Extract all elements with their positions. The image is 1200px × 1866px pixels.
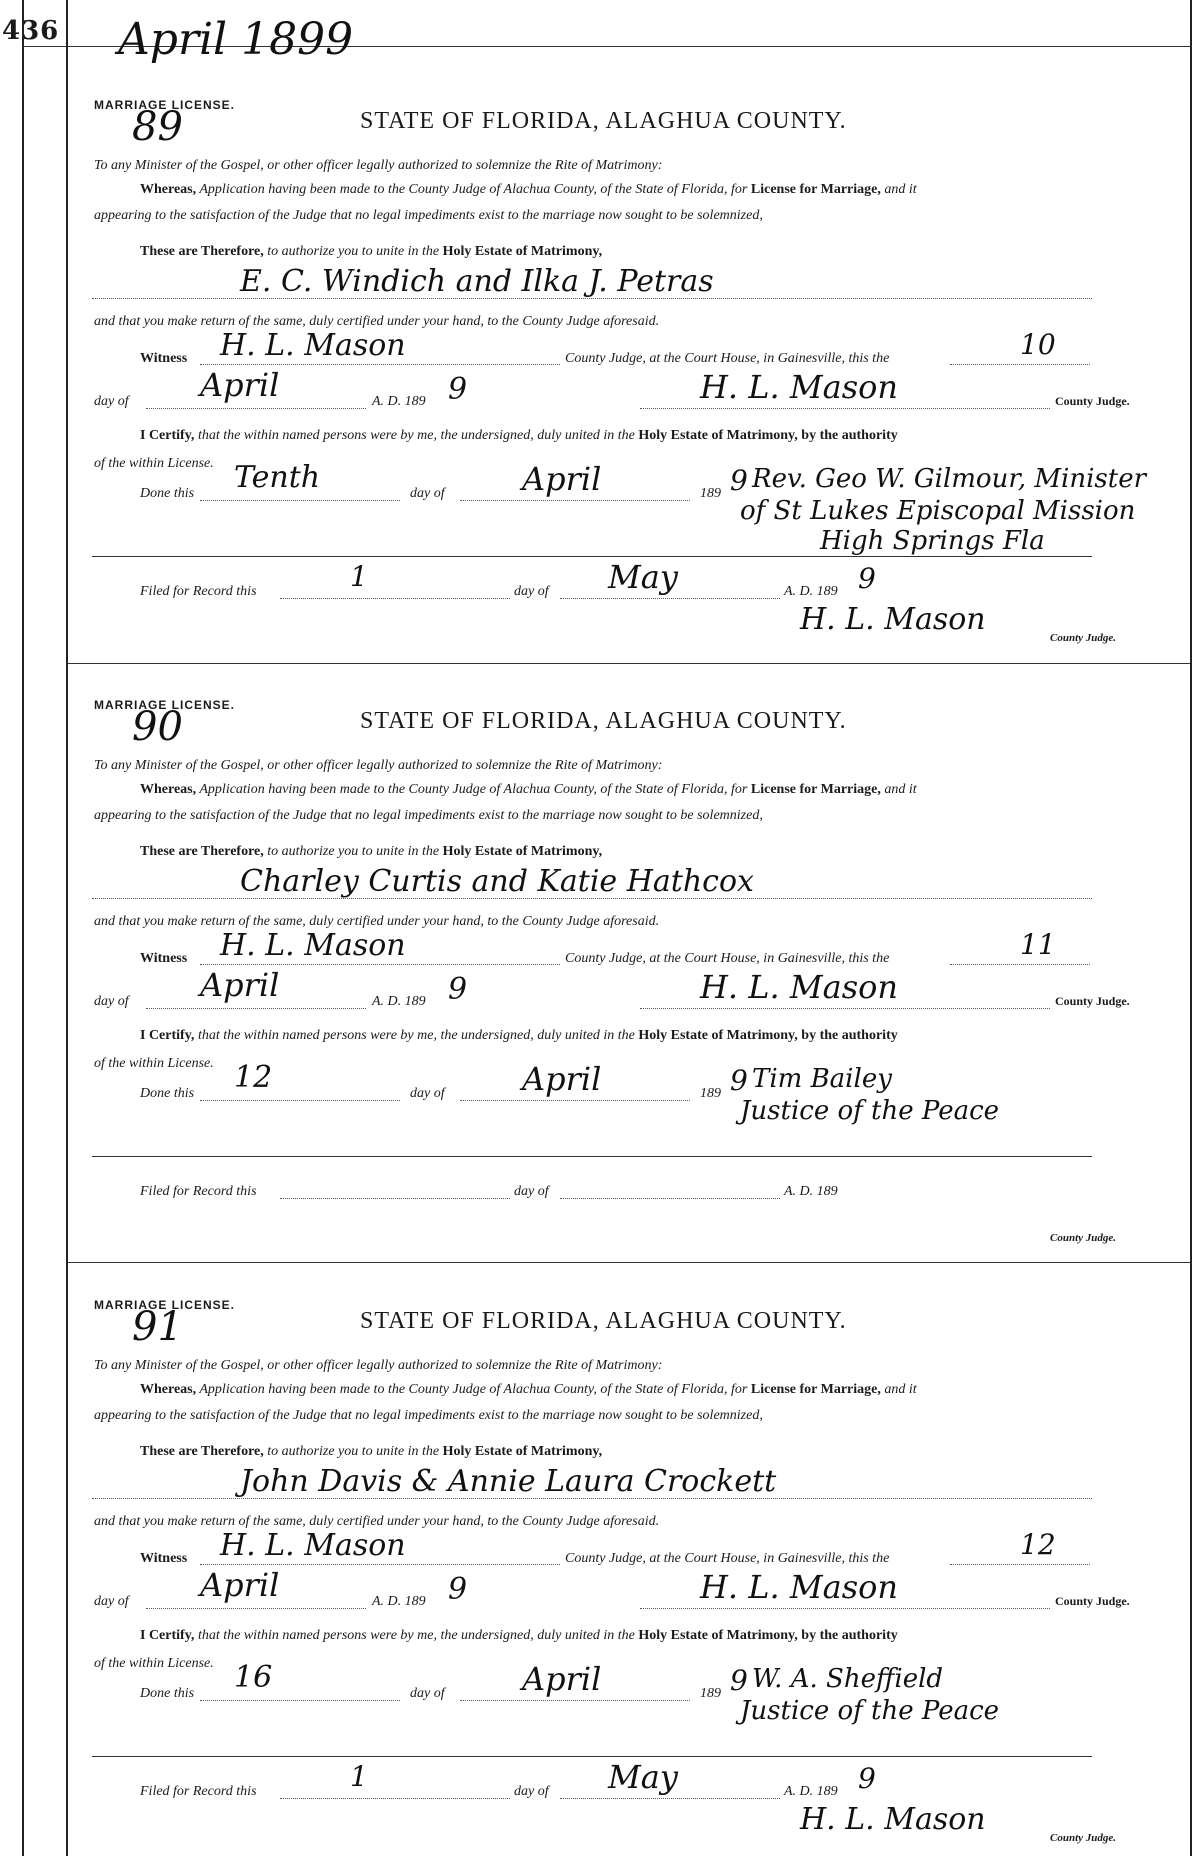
by-the-authority: by the authority xyxy=(801,1028,898,1043)
ad-year-label: A. D. 189 xyxy=(372,1594,426,1609)
officiant-line-1: Rev. Geo W. Gilmour, Minister xyxy=(752,464,1147,494)
these-text: to authorize you to unite in the xyxy=(267,1444,440,1459)
certify-line xyxy=(140,1028,898,1044)
certify-line xyxy=(140,1628,898,1644)
judge-signature: H. L. Mason xyxy=(700,968,898,1006)
done-day-of-label: day of xyxy=(410,1686,445,1701)
witness-label: Witness xyxy=(140,1551,188,1566)
and-it: and it xyxy=(884,1382,917,1397)
whereas-line xyxy=(140,1382,917,1398)
by-the-authority: by the authority xyxy=(801,428,898,443)
couple-names: John Davis & Annie Laura Crockett xyxy=(240,1464,777,1499)
done-this-label: Done this xyxy=(140,1686,195,1701)
judge-signature: H. L. Mason xyxy=(700,1568,898,1606)
witness-line xyxy=(200,964,560,965)
filed-month-line xyxy=(560,598,780,599)
return-line: and that you make return of the same, duly certified under your hand, to the County Judge aforesaid. xyxy=(94,914,660,929)
done-day-line xyxy=(200,500,400,501)
done-this-label: Done this xyxy=(140,1086,195,1101)
these-lead: These are Therefore, xyxy=(140,244,264,259)
county-judge-small-label: County Judge. xyxy=(1050,1832,1117,1844)
whereas-lead: Whereas, xyxy=(140,182,197,197)
of-within-license: of the within License. xyxy=(94,1056,214,1071)
county-judge-label: County Judge. xyxy=(1055,994,1130,1008)
whereas-lead: Whereas, xyxy=(140,1382,197,1397)
these-lead: These are Therefore, xyxy=(140,1444,264,1459)
filed-for-record-label: Filed for Record this xyxy=(140,1184,257,1199)
day-of-label: day of xyxy=(94,1594,129,1609)
license-number: 89 xyxy=(132,104,183,150)
done-month: April xyxy=(522,460,602,498)
page-date-heading: April 1899 xyxy=(118,14,354,65)
filed-day-line xyxy=(280,1798,510,1799)
certify-line xyxy=(140,428,898,444)
month: April xyxy=(200,966,280,1004)
these-line xyxy=(140,844,602,860)
filed-month-line xyxy=(560,1798,780,1799)
of-within-license: of the within License. xyxy=(94,1656,214,1671)
done-month-line xyxy=(460,1700,690,1701)
marriage-license-89 xyxy=(0,66,1200,666)
month-line xyxy=(146,1608,366,1609)
these-line xyxy=(140,244,602,260)
day-of-label: day of xyxy=(94,394,129,409)
filed-signature: H. L. Mason xyxy=(800,1802,986,1837)
filed-rule xyxy=(92,556,1092,557)
section-divider xyxy=(68,1262,1190,1263)
holy-estate-2: Holy Estate of Matrimony, xyxy=(638,1628,798,1643)
license-label: MARRIAGE LICENSE. xyxy=(94,98,236,112)
witness-label: Witness xyxy=(140,351,188,366)
filed-signature: H. L. Mason xyxy=(800,602,986,637)
county-judge-court: County Judge, at the Court House, in Gainesville, this the xyxy=(565,951,890,966)
license-for-marriage: License for Marriage, xyxy=(750,182,881,197)
these-text: to authorize you to unite in the xyxy=(267,844,440,859)
judge-signature: H. L. Mason xyxy=(700,368,898,406)
done-month: April xyxy=(522,1660,602,1698)
license-for-marriage: License for Marriage, xyxy=(750,1382,881,1397)
license-label: MARRIAGE LICENSE. xyxy=(94,698,236,712)
month: April xyxy=(200,1566,280,1604)
to-any-minister: To any Minister of the Gospel, or other officer legally authorized to solemnize the Rite of Matrimony: xyxy=(94,758,663,773)
officiant-line-1: W. A. Sheffield xyxy=(752,1664,944,1694)
holy-estate: Holy Estate of Matrimony, xyxy=(442,1444,603,1459)
done-year-label: 189 xyxy=(700,486,721,501)
filed-year: 9 xyxy=(858,562,876,595)
these-line xyxy=(140,1444,602,1460)
done-year: 9 xyxy=(730,464,748,497)
year-digit: 9 xyxy=(448,372,468,407)
marriage-license-90 xyxy=(0,666,1200,1266)
done-year: 9 xyxy=(730,1664,748,1697)
license-number: 91 xyxy=(132,1304,183,1350)
marriage-license-91 xyxy=(0,1266,1200,1866)
witness-label: Witness xyxy=(140,951,188,966)
holy-estate: Holy Estate of Matrimony, xyxy=(442,244,603,259)
certify-text: that the within named persons were by me, the undersigned, duly united in the xyxy=(197,428,635,443)
officiant-line-1: Tim Bailey xyxy=(752,1064,892,1094)
license-title: STATE OF FLORIDA, ALAGHUA COUNTY. xyxy=(360,108,847,134)
whereas-text: Application having been made to the County Judge of Alachua County, of the State of Florida, for xyxy=(199,782,748,797)
done-day-line xyxy=(200,1100,400,1101)
license-for-marriage: License for Marriage, xyxy=(750,782,881,797)
witness-line xyxy=(200,1564,560,1565)
filed-for-record-label: Filed for Record this xyxy=(140,584,257,599)
day-number-line xyxy=(950,364,1090,365)
filed-month: May xyxy=(608,1758,678,1796)
return-line: and that you make return of the same, duly certified under your hand, to the County Judge aforesaid. xyxy=(94,314,660,329)
year-digit: 9 xyxy=(448,1572,468,1607)
day-number: 12 xyxy=(1020,1528,1056,1561)
day-number-line xyxy=(950,964,1090,965)
witness-signature: H. L. Mason xyxy=(220,928,406,963)
filed-day-of-label: day of xyxy=(514,584,549,599)
filed-day-of-label: day of xyxy=(514,1784,549,1799)
license-label: MARRIAGE LICENSE. xyxy=(94,1298,236,1312)
witness-signature: H. L. Mason xyxy=(220,328,406,363)
done-this-label: Done this xyxy=(140,486,195,501)
section-divider xyxy=(68,663,1190,664)
month: April xyxy=(200,366,280,404)
these-text: to authorize you to unite in the xyxy=(267,244,440,259)
county-judge-court: County Judge, at the Court House, in Gainesville, this the xyxy=(565,351,890,366)
witness-line xyxy=(200,364,560,365)
certify-text: that the within named persons were by me, the undersigned, duly united in the xyxy=(197,1628,635,1643)
of-within-license: of the within License. xyxy=(94,456,214,471)
filed-day-line xyxy=(280,598,510,599)
done-day-of-label: day of xyxy=(410,486,445,501)
to-any-minister: To any Minister of the Gospel, or other officer legally authorized to solemnize the Rite of Matrimony: xyxy=(94,1358,663,1373)
page-number: 436 xyxy=(2,16,60,46)
filed-rule xyxy=(92,1756,1092,1757)
holy-estate-2: Holy Estate of Matrimony, xyxy=(638,1028,798,1043)
certify-lead: I Certify, xyxy=(140,1628,195,1643)
license-number: 90 xyxy=(132,704,183,750)
filed-ad-label: A. D. 189 xyxy=(784,1184,838,1199)
certify-text: that the within named persons were by me, the undersigned, duly united in the xyxy=(197,1028,635,1043)
officiant-line-2: Justice of the Peace xyxy=(740,1696,1000,1726)
officiant-line-3: High Springs Fla xyxy=(820,526,1045,556)
certify-lead: I Certify, xyxy=(140,428,195,443)
year-digit: 9 xyxy=(448,972,468,1007)
couple-names: Charley Curtis and Katie Hathcox xyxy=(240,864,754,899)
done-day: 12 xyxy=(234,1060,273,1095)
names-line xyxy=(92,1498,1092,1499)
done-year: 9 xyxy=(730,1064,748,1097)
filed-rule xyxy=(92,1156,1092,1157)
officiant-line-2: Justice of the Peace xyxy=(740,1096,1000,1126)
holy-estate-2: Holy Estate of Matrimony, xyxy=(638,428,798,443)
filed-for-record-label: Filed for Record this xyxy=(140,1784,257,1799)
done-year-label: 189 xyxy=(700,1686,721,1701)
filed-day: 1 xyxy=(350,560,368,593)
and-it: and it xyxy=(884,782,917,797)
couple-names: E. C. Windich and Ilka J. Petras xyxy=(240,264,714,299)
county-judge-court: County Judge, at the Court House, in Gainesville, this the xyxy=(565,1551,890,1566)
filed-ad-label: A. D. 189 xyxy=(784,584,838,599)
appearing-line: appearing to the satisfaction of the Judge that no legal impediments exist to the marriage now sought to be solemnized, xyxy=(94,208,763,223)
filed-ad-label: A. D. 189 xyxy=(784,1784,838,1799)
officiant-line-2: of St Lukes Episcopal Mission xyxy=(740,496,1136,526)
to-any-minister: To any Minister of the Gospel, or other officer legally authorized to solemnize the Rite of Matrimony: xyxy=(94,158,663,173)
filed-month-line xyxy=(560,1198,780,1199)
day-number: 11 xyxy=(1020,928,1056,961)
day-number: 10 xyxy=(1020,328,1056,361)
day-of-label: day of xyxy=(94,994,129,1009)
filed-day-of-label: day of xyxy=(514,1184,549,1199)
whereas-line xyxy=(140,782,917,798)
appearing-line: appearing to the satisfaction of the Judge that no legal impediments exist to the marriage now sought to be solemnized, xyxy=(94,808,763,823)
judge-line xyxy=(640,408,1050,409)
whereas-text: Application having been made to the County Judge of Alachua County, of the State of Florida, for xyxy=(199,182,748,197)
names-line xyxy=(92,298,1092,299)
whereas-lead: Whereas, xyxy=(140,782,197,797)
county-judge-label: County Judge. xyxy=(1055,394,1130,408)
witness-signature: H. L. Mason xyxy=(220,1528,406,1563)
filed-day-line xyxy=(280,1198,510,1199)
done-day-of-label: day of xyxy=(410,1086,445,1101)
done-year-label: 189 xyxy=(700,1086,721,1101)
judge-line xyxy=(640,1008,1050,1009)
month-line xyxy=(146,1008,366,1009)
appearing-line: appearing to the satisfaction of the Judge that no legal impediments exist to the marriage now sought to be solemnized, xyxy=(94,1408,763,1423)
filed-year: 9 xyxy=(858,1762,876,1795)
whereas-line xyxy=(140,182,917,198)
these-lead: These are Therefore, xyxy=(140,844,264,859)
filed-month: May xyxy=(608,558,678,596)
holy-estate: Holy Estate of Matrimony, xyxy=(442,844,603,859)
done-day: 16 xyxy=(234,1660,273,1695)
done-day: Tenth xyxy=(234,460,321,495)
judge-line xyxy=(640,1608,1050,1609)
done-day-line xyxy=(200,1700,400,1701)
license-title: STATE OF FLORIDA, ALAGHUA COUNTY. xyxy=(360,708,847,734)
return-line: and that you make return of the same, duly certified under your hand, to the County Judge aforesaid. xyxy=(94,1514,660,1529)
done-month-line xyxy=(460,500,690,501)
county-judge-small-label: County Judge. xyxy=(1050,1232,1117,1244)
by-the-authority: by the authority xyxy=(801,1628,898,1643)
and-it: and it xyxy=(884,182,917,197)
filed-day: 1 xyxy=(350,1760,368,1793)
done-month-line xyxy=(460,1100,690,1101)
done-month: April xyxy=(522,1060,602,1098)
whereas-text: Application having been made to the County Judge of Alachua County, of the State of Florida, for xyxy=(199,1382,748,1397)
county-judge-label: County Judge. xyxy=(1055,1594,1130,1608)
ad-year-label: A. D. 189 xyxy=(372,994,426,1009)
ad-year-label: A. D. 189 xyxy=(372,394,426,409)
day-number-line xyxy=(950,1564,1090,1565)
month-line xyxy=(146,408,366,409)
license-title: STATE OF FLORIDA, ALAGHUA COUNTY. xyxy=(360,1308,847,1334)
certify-lead: I Certify, xyxy=(140,1028,195,1043)
county-judge-small-label: County Judge. xyxy=(1050,632,1117,644)
names-line xyxy=(92,898,1092,899)
